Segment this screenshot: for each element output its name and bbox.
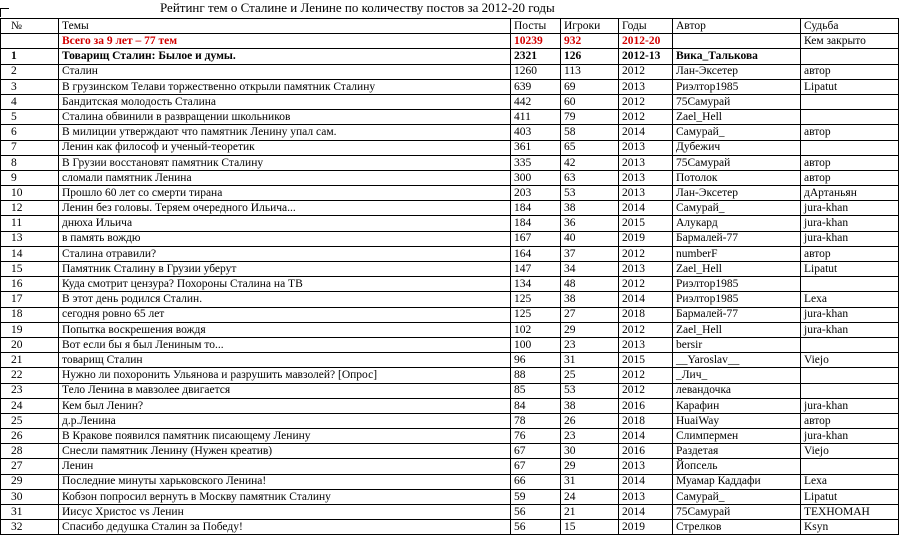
cell-author: numberF <box>673 246 801 261</box>
cell-posts: 411 <box>511 110 561 125</box>
cell-years: 2014 <box>619 474 673 489</box>
cell-years: 2013 <box>619 489 673 504</box>
cell-players: 38 <box>561 201 619 216</box>
cell-fate: дАртаньян <box>801 186 899 201</box>
table-row <box>1 216 899 231</box>
cell-players: 34 <box>561 262 619 277</box>
cell-author: 75Самурай <box>673 505 801 520</box>
cell-topic: Снесли памятник Ленину (Нужен креатив) <box>59 444 511 459</box>
total-num <box>1 34 59 49</box>
table-body <box>1 19 899 535</box>
table-row <box>1 49 899 64</box>
cell-topic: Прошло 60 лет со смерти тирана <box>59 186 511 201</box>
cell-players: 27 <box>561 307 619 322</box>
cell-players: 31 <box>561 474 619 489</box>
cell-author: Карафин <box>673 398 801 413</box>
cell-topic: В Кракове появился памятник писающему Ленину <box>59 429 511 444</box>
table-row <box>1 246 899 261</box>
cell-players: 53 <box>561 186 619 201</box>
cell-topic: Сталина обвинили в развращении школьников <box>59 110 511 125</box>
cell-num: 1 <box>1 49 59 64</box>
cell-players: 37 <box>561 246 619 261</box>
cell-num: 32 <box>1 520 59 535</box>
cell-topic: сломали памятник Ленина <box>59 170 511 185</box>
cell-years: 2013 <box>619 459 673 474</box>
cell-players: 69 <box>561 79 619 94</box>
header-num: № <box>1 19 59 34</box>
cell-posts: 639 <box>511 79 561 94</box>
table-row <box>1 110 899 125</box>
table-row <box>1 520 899 535</box>
cell-posts: 300 <box>511 170 561 185</box>
cell-posts: 66 <box>511 474 561 489</box>
cell-posts: 184 <box>511 216 561 231</box>
table-row <box>1 307 899 322</box>
cell-fate: автор <box>801 64 899 79</box>
table-row <box>1 64 899 79</box>
cell-num: 28 <box>1 444 59 459</box>
cell-fate: Lipatut <box>801 262 899 277</box>
cell-num: 22 <box>1 368 59 383</box>
cell-fate: автор <box>801 125 899 140</box>
cell-posts: 203 <box>511 186 561 201</box>
cell-author: Дубежич <box>673 140 801 155</box>
cell-num: 14 <box>1 246 59 261</box>
cell-num: 30 <box>1 489 59 504</box>
cell-author: Лан-Эксетер <box>673 64 801 79</box>
cell-years: 2013 <box>619 140 673 155</box>
cell-years: 2014 <box>619 125 673 140</box>
cell-topic: Ленин <box>59 459 511 474</box>
cell-posts: 78 <box>511 413 561 428</box>
cell-author: Йопсель <box>673 459 801 474</box>
cell-players: 38 <box>561 292 619 307</box>
cell-num: 24 <box>1 398 59 413</box>
cell-posts: 67 <box>511 444 561 459</box>
cell-fate: jura-khan <box>801 322 899 337</box>
cell-topic: Куда смотрит цензура? Похороны Сталина на ТВ <box>59 277 511 292</box>
cell-author: Лан-Эксетер <box>673 186 801 201</box>
cell-players: 60 <box>561 94 619 109</box>
table-row <box>1 337 899 352</box>
cell-players: 31 <box>561 353 619 368</box>
cell-num: 13 <box>1 231 59 246</box>
cell-author: __Yaroslav__ <box>673 353 801 368</box>
cell-posts: 102 <box>511 322 561 337</box>
cell-posts: 335 <box>511 155 561 170</box>
cell-author: Раздетая <box>673 444 801 459</box>
cell-years: 2013 <box>619 262 673 277</box>
cell-fate: Ksyn <box>801 520 899 535</box>
table-row <box>1 474 899 489</box>
cell-fate <box>801 459 899 474</box>
cell-author: Риэлтор1985 <box>673 79 801 94</box>
cell-author: Самурай_ <box>673 125 801 140</box>
table-row <box>1 262 899 277</box>
total-row <box>1 34 899 49</box>
cell-fate: jura-khan <box>801 398 899 413</box>
table-row <box>1 186 899 201</box>
cell-fate: jura-khan <box>801 429 899 444</box>
table-row <box>1 140 899 155</box>
total-posts: 10239 <box>511 34 561 49</box>
cell-years: 2012 <box>619 368 673 383</box>
cell-num: 17 <box>1 292 59 307</box>
cell-author: 75Самурай <box>673 94 801 109</box>
cell-topic: Кем был Ленин? <box>59 398 511 413</box>
table-row <box>1 277 899 292</box>
header-posts: Посты <box>511 19 561 34</box>
cell-fate: jura-khan <box>801 231 899 246</box>
cell-years: 2013 <box>619 337 673 352</box>
cell-topic: В грузинском Телави торжественно открыли памятник Сталину <box>59 79 511 94</box>
table-row <box>1 429 899 444</box>
cell-players: 53 <box>561 383 619 398</box>
cell-fate: автор <box>801 170 899 185</box>
cell-years: 2013 <box>619 79 673 94</box>
cell-fate: Lexa <box>801 292 899 307</box>
cell-fate: Lexa <box>801 474 899 489</box>
cell-players: 40 <box>561 231 619 246</box>
cell-players: 42 <box>561 155 619 170</box>
cell-posts: 84 <box>511 398 561 413</box>
cell-posts: 125 <box>511 307 561 322</box>
header-fate: Судьба <box>801 19 899 34</box>
table-row <box>1 155 899 170</box>
cell-players: 113 <box>561 64 619 79</box>
cell-posts: 2321 <box>511 49 561 64</box>
cell-author: bersir <box>673 337 801 352</box>
cell-num: 10 <box>1 186 59 201</box>
cell-posts: 147 <box>511 262 561 277</box>
total-fate: Кем закрыто <box>801 34 899 49</box>
cell-players: 38 <box>561 398 619 413</box>
cell-posts: 125 <box>511 292 561 307</box>
cell-topic: Иисус Христос vs Ленин <box>59 505 511 520</box>
cell-years: 2014 <box>619 201 673 216</box>
cell-years: 2012 <box>619 110 673 125</box>
cell-years: 2012 <box>619 246 673 261</box>
cell-num: 5 <box>1 110 59 125</box>
cell-fate: Lipatut <box>801 489 899 504</box>
cell-posts: 96 <box>511 353 561 368</box>
cell-posts: 100 <box>511 337 561 352</box>
cell-fate <box>801 140 899 155</box>
cell-fate <box>801 110 899 125</box>
table-row <box>1 368 899 383</box>
cell-fate: jura-khan <box>801 307 899 322</box>
cell-num: 23 <box>1 383 59 398</box>
total-author <box>673 34 801 49</box>
cell-fate: Viejo <box>801 444 899 459</box>
cell-players: 26 <box>561 413 619 428</box>
table-row <box>1 398 899 413</box>
cell-num: 19 <box>1 322 59 337</box>
cell-years: 2015 <box>619 353 673 368</box>
cell-players: 23 <box>561 337 619 352</box>
table-row <box>1 383 899 398</box>
cell-topic: Бандитская молодость Сталина <box>59 94 511 109</box>
table-row <box>1 353 899 368</box>
cell-players: 25 <box>561 368 619 383</box>
cell-posts: 59 <box>511 489 561 504</box>
cell-years: 2014 <box>619 429 673 444</box>
cell-num: 18 <box>1 307 59 322</box>
cell-players: 23 <box>561 429 619 444</box>
cell-players: 36 <box>561 216 619 231</box>
cell-players: 79 <box>561 110 619 125</box>
cell-years: 2016 <box>619 398 673 413</box>
cell-posts: 56 <box>511 520 561 535</box>
cell-years: 2012 <box>619 322 673 337</box>
cell-years: 2019 <box>619 520 673 535</box>
cell-num: 21 <box>1 353 59 368</box>
cell-author: Муамар Каддафи <box>673 474 801 489</box>
cell-posts: 56 <box>511 505 561 520</box>
cell-num: 16 <box>1 277 59 292</box>
cell-fate <box>801 49 899 64</box>
cell-topic: Сталин <box>59 64 511 79</box>
total-topic: Всего за 9 лет – 77 тем <box>59 34 511 49</box>
cell-fate <box>801 337 899 352</box>
cell-fate: Lipatut <box>801 79 899 94</box>
cell-topic: сегодня ровно 65 лет <box>59 307 511 322</box>
cell-posts: 442 <box>511 94 561 109</box>
cell-num: 3 <box>1 79 59 94</box>
cell-topic: В Грузии восстановят памятник Сталину <box>59 155 511 170</box>
cell-num: 2 <box>1 64 59 79</box>
cell-num: 12 <box>1 201 59 216</box>
table-row <box>1 170 899 185</box>
cell-years: 2013 <box>619 155 673 170</box>
cell-author: Самурай_ <box>673 489 801 504</box>
cell-posts: 1260 <box>511 64 561 79</box>
cell-author: Бармалей-77 <box>673 307 801 322</box>
cell-topic: Нужно ли похоронить Ульянова и разрушить мавзолей? [Опрос] <box>59 368 511 383</box>
cell-years: 2012 <box>619 94 673 109</box>
cell-fate <box>801 368 899 383</box>
table-row <box>1 79 899 94</box>
cell-years: 2012-13 <box>619 49 673 64</box>
cell-fate: jura-khan <box>801 201 899 216</box>
cell-fate <box>801 277 899 292</box>
cell-topic: Кобзон попросил вернуть в Москву памятник Сталину <box>59 489 511 504</box>
table-row <box>1 94 899 109</box>
cell-years: 2014 <box>619 292 673 307</box>
cell-fate: jura-khan <box>801 216 899 231</box>
cell-posts: 167 <box>511 231 561 246</box>
cell-topic: В милиции утверждают что памятник Ленину упал сам. <box>59 125 511 140</box>
cell-author: Алукард <box>673 216 801 231</box>
table-row <box>1 505 899 520</box>
cell-topic: днюха Ильича <box>59 216 511 231</box>
cell-num: 31 <box>1 505 59 520</box>
cell-posts: 76 <box>511 429 561 444</box>
cell-num: 29 <box>1 474 59 489</box>
table-row <box>1 459 899 474</box>
cell-players: 48 <box>561 277 619 292</box>
cell-topic: Сталина отравили? <box>59 246 511 261</box>
header-players: Игроки <box>561 19 619 34</box>
cell-years: 2014 <box>619 505 673 520</box>
cell-author: Риэлтор1985 <box>673 277 801 292</box>
cell-players: 29 <box>561 459 619 474</box>
cell-num: 7 <box>1 140 59 155</box>
cell-num: 8 <box>1 155 59 170</box>
table-row <box>1 413 899 428</box>
cell-author: Бармалей-77 <box>673 231 801 246</box>
cell-topic: в память вождю <box>59 231 511 246</box>
cell-topic: Попытка воскрешения вождя <box>59 322 511 337</box>
cell-topic: Последние минуты харьковского Ленина! <box>59 474 511 489</box>
cell-years: 2012 <box>619 277 673 292</box>
cell-players: 24 <box>561 489 619 504</box>
cell-topic: д.р.Ленина <box>59 413 511 428</box>
cell-author: Вика_Талькова <box>673 49 801 64</box>
total-years: 2012-20 <box>619 34 673 49</box>
cell-fate: ТЕХНОМАН <box>801 505 899 520</box>
cell-author: HuaiWay <box>673 413 801 428</box>
header-author: Автор <box>673 19 801 34</box>
cell-num: 15 <box>1 262 59 277</box>
table-row <box>1 231 899 246</box>
cell-posts: 67 <box>511 459 561 474</box>
cell-num: 11 <box>1 216 59 231</box>
table-row <box>1 322 899 337</box>
cell-topic: Товарищ Сталин: Былое и думы. <box>59 49 511 64</box>
cell-years: 2013 <box>619 170 673 185</box>
cell-topic: Ленин без головы. Теряем очередного Ильича... <box>59 201 511 216</box>
cell-fate <box>801 383 899 398</box>
table-row <box>1 489 899 504</box>
cell-posts: 88 <box>511 368 561 383</box>
cell-fate: Viejo <box>801 353 899 368</box>
cell-posts: 134 <box>511 277 561 292</box>
ranking-table <box>0 18 899 535</box>
cell-author: Стрелков <box>673 520 801 535</box>
cell-fate: автор <box>801 155 899 170</box>
cell-topic: В этот день родился Сталин. <box>59 292 511 307</box>
table-row <box>1 292 899 307</box>
cell-topic: Вот если бы я был Лениным то... <box>59 337 511 352</box>
page-title: Рейтинг тем о Сталине и Ленине по количеству постов за 2012-20 годы <box>160 0 555 15</box>
cell-topic: Ленин как философ и ученый-теоретик <box>59 140 511 155</box>
cell-players: 15 <box>561 520 619 535</box>
cell-author: 75Самурай <box>673 155 801 170</box>
table-row <box>1 444 899 459</box>
cell-posts: 184 <box>511 201 561 216</box>
total-players: 932 <box>561 34 619 49</box>
cell-num: 9 <box>1 170 59 185</box>
cell-players: 65 <box>561 140 619 155</box>
cell-posts: 403 <box>511 125 561 140</box>
cell-players: 30 <box>561 444 619 459</box>
cell-years: 2019 <box>619 231 673 246</box>
cell-num: 27 <box>1 459 59 474</box>
cell-author: Слимпермен <box>673 429 801 444</box>
cell-years: 2012 <box>619 64 673 79</box>
header-topic: Темы <box>59 19 511 34</box>
cell-author: Риэлтор1985 <box>673 292 801 307</box>
table-row <box>1 125 899 140</box>
cell-topic: Спасибо дедушка Сталин за Победу! <box>59 520 511 535</box>
cell-players: 21 <box>561 505 619 520</box>
cell-posts: 361 <box>511 140 561 155</box>
cell-players: 58 <box>561 125 619 140</box>
cell-num: 25 <box>1 413 59 428</box>
cell-years: 2013 <box>619 186 673 201</box>
cell-fate <box>801 94 899 109</box>
cell-years: 2015 <box>619 216 673 231</box>
cell-num: 4 <box>1 94 59 109</box>
cell-author: Самурай_ <box>673 201 801 216</box>
cell-years: 2012 <box>619 383 673 398</box>
cell-topic: Тело Ленина в мавзолее двигается <box>59 383 511 398</box>
cell-fate: автор <box>801 413 899 428</box>
cell-author: Zael_Hell <box>673 262 801 277</box>
header-row <box>1 19 899 34</box>
cell-topic: Памятник Сталину в Грузии уберут <box>59 262 511 277</box>
cell-years: 2016 <box>619 444 673 459</box>
cell-num: 26 <box>1 429 59 444</box>
cell-num: 20 <box>1 337 59 352</box>
cell-author: _Лич_ <box>673 368 801 383</box>
cell-posts: 85 <box>511 383 561 398</box>
cell-author: Zael_Hell <box>673 322 801 337</box>
cell-posts: 164 <box>511 246 561 261</box>
cell-players: 29 <box>561 322 619 337</box>
cell-author: Zael_Hell <box>673 110 801 125</box>
cell-author: левандочка <box>673 383 801 398</box>
cell-topic: товарищ Сталин <box>59 353 511 368</box>
cell-players: 63 <box>561 170 619 185</box>
cell-author: Потолок <box>673 170 801 185</box>
cell-fate: автор <box>801 246 899 261</box>
header-years: Годы <box>619 19 673 34</box>
cell-years: 2018 <box>619 413 673 428</box>
cell-num: 6 <box>1 125 59 140</box>
cell-players: 126 <box>561 49 619 64</box>
table-row <box>1 201 899 216</box>
cell-years: 2018 <box>619 307 673 322</box>
